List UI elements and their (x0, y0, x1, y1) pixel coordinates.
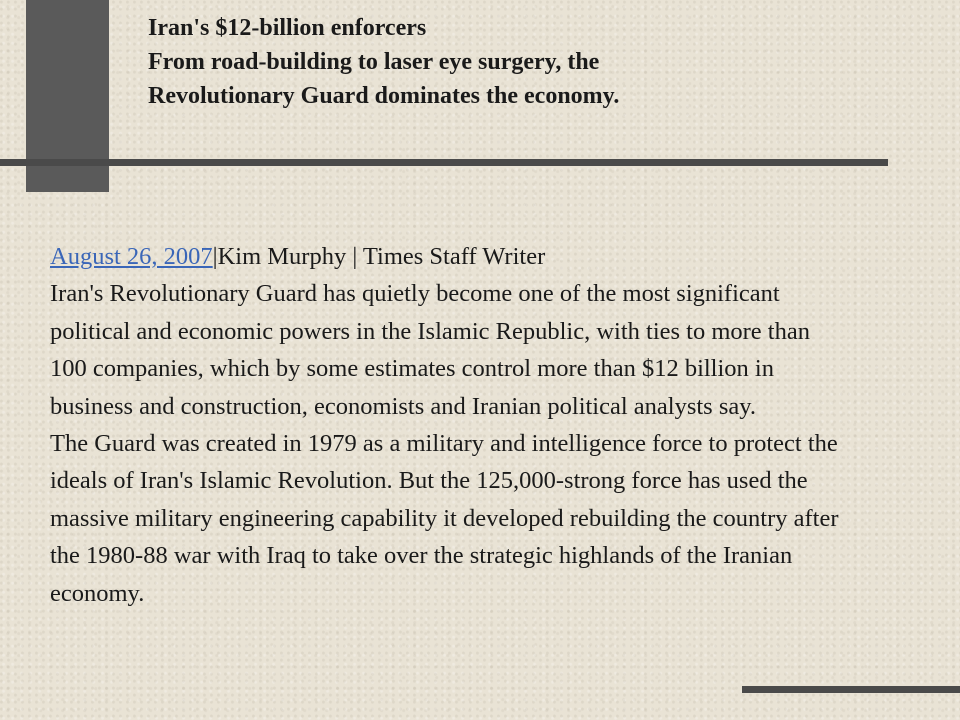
paragraph-2: The Guard was created in 1979 as a military and intelligence force to protect the ideals of Iran's Islamic Revolution. But the 125,000-strong force has used the massive military engineering capability it developed rebuilding the country after the 1980-88 war with Iraq to take over the strategic highlands of the Iranian economy. (50, 430, 839, 607)
header-divider (0, 159, 888, 166)
author: Kim Murphy | Times Staff Writer (217, 243, 546, 270)
footer-divider (742, 686, 960, 693)
headline-subtitle-line2: Revolutionary Guard dominates the economy. (148, 83, 620, 109)
headline (148, 11, 938, 113)
headline-title: Iran's $12-billion enforcers (148, 15, 427, 41)
date-link[interactable]: August 26, 2007 (50, 243, 213, 270)
byline (50, 238, 850, 275)
paragraph-1: Iran's Revolutionary Guard has quietly become one of the most significant political and economic powers in the Islamic Republic, with ties to more than 100 companies, which by some estimates control more than $12 billion in business and construction, economists and Iranian political analysts say. (50, 280, 810, 420)
byline-separator: | (212, 243, 218, 270)
headline-subtitle-line1: From road-building to laser eye surgery, the (148, 49, 600, 75)
article-body (50, 238, 850, 612)
